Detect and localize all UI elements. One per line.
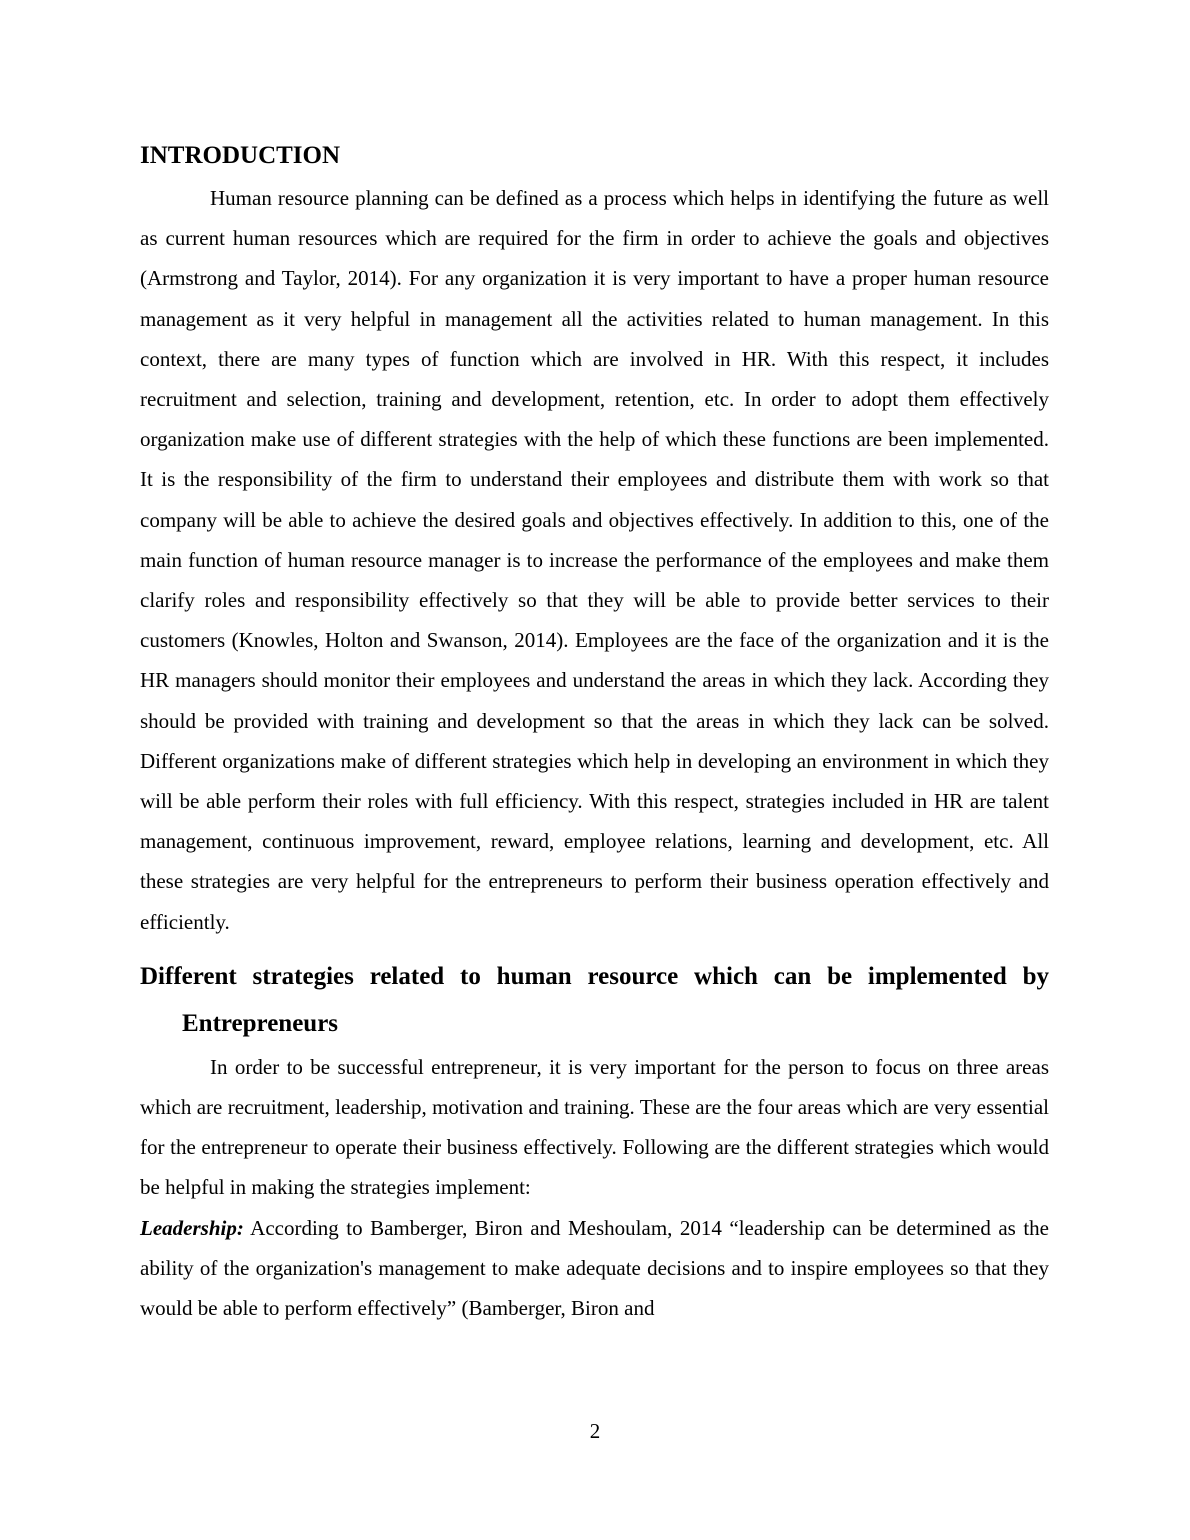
leadership-label: Leadership:: [140, 1215, 244, 1240]
introduction-paragraph: Human resource planning can be defined as a process which helps in identifying the future as well as current human resources which are required for the firm in order to achieve the goals and objectives (Armstrong and Taylor, 2014). For any organization it is very important to have a proper human resource management as it very helpful in management all the activities related to human management. In this context, there are many types of function which are involved in HR. With this respect, it includes recruitment and selection, training and development, retention, etc. In order to adopt them effectively organization make use of different strategies with the help of which these functions are been implemented. It is the responsibility of the firm to understand their employees and distribute them with work so that company will be able to achieve the desired goals and objectives effectively. In addition to this, one of the main function of human resource manager is to increase the performance of the employees and make them clarify roles and responsibility effectively so that they will be able to provide better services to their customers (Knowles, Holton and Swanson, 2014). Employees are the face of the organization and it is the HR managers should monitor their employees and understand the areas in which they lack. According they should be provided with training and development so that the areas in which they lack can be solved. Different organizations make of different strategies which help in developing an environment in which they will be able perform their roles with full efficiency. With this respect, strategies included in HR are talent management, continuous improvement, reward, employee relations, learning and development, etc. All these strategies are very helpful for the entrepreneurs to perform their business operation effectively and efficiently.: [140, 186, 1049, 934]
leadership-text: According to Bamberger, Biron and Meshoulam, 2014 “leadership can be determined as the ability of the organization's management to make adequate decisions and to inspire employees so that they would be able to perform effectively” (Bamberger, Biron and: [140, 1215, 1049, 1321]
document-body: [140, 138, 1049, 1328]
strategies-heading: Different strategies related to human resource which can be implemented by Entrepreneurs: [140, 962, 1049, 1037]
page-number: 2: [589, 1419, 601, 1443]
leadership-paragraph: [140, 1208, 1049, 1329]
strategies-paragraph: In order to be successful entrepreneur, it is very important for the person to focus on three areas which are recruitment, leadership, motivation and training. These are the four areas which are very essential for the entrepreneur to operate their business effectively. Following are the different strategies which would be helpful in making the strategies implement:: [140, 1054, 1049, 1200]
introduction-heading: INTRODUCTION: [140, 142, 341, 169]
